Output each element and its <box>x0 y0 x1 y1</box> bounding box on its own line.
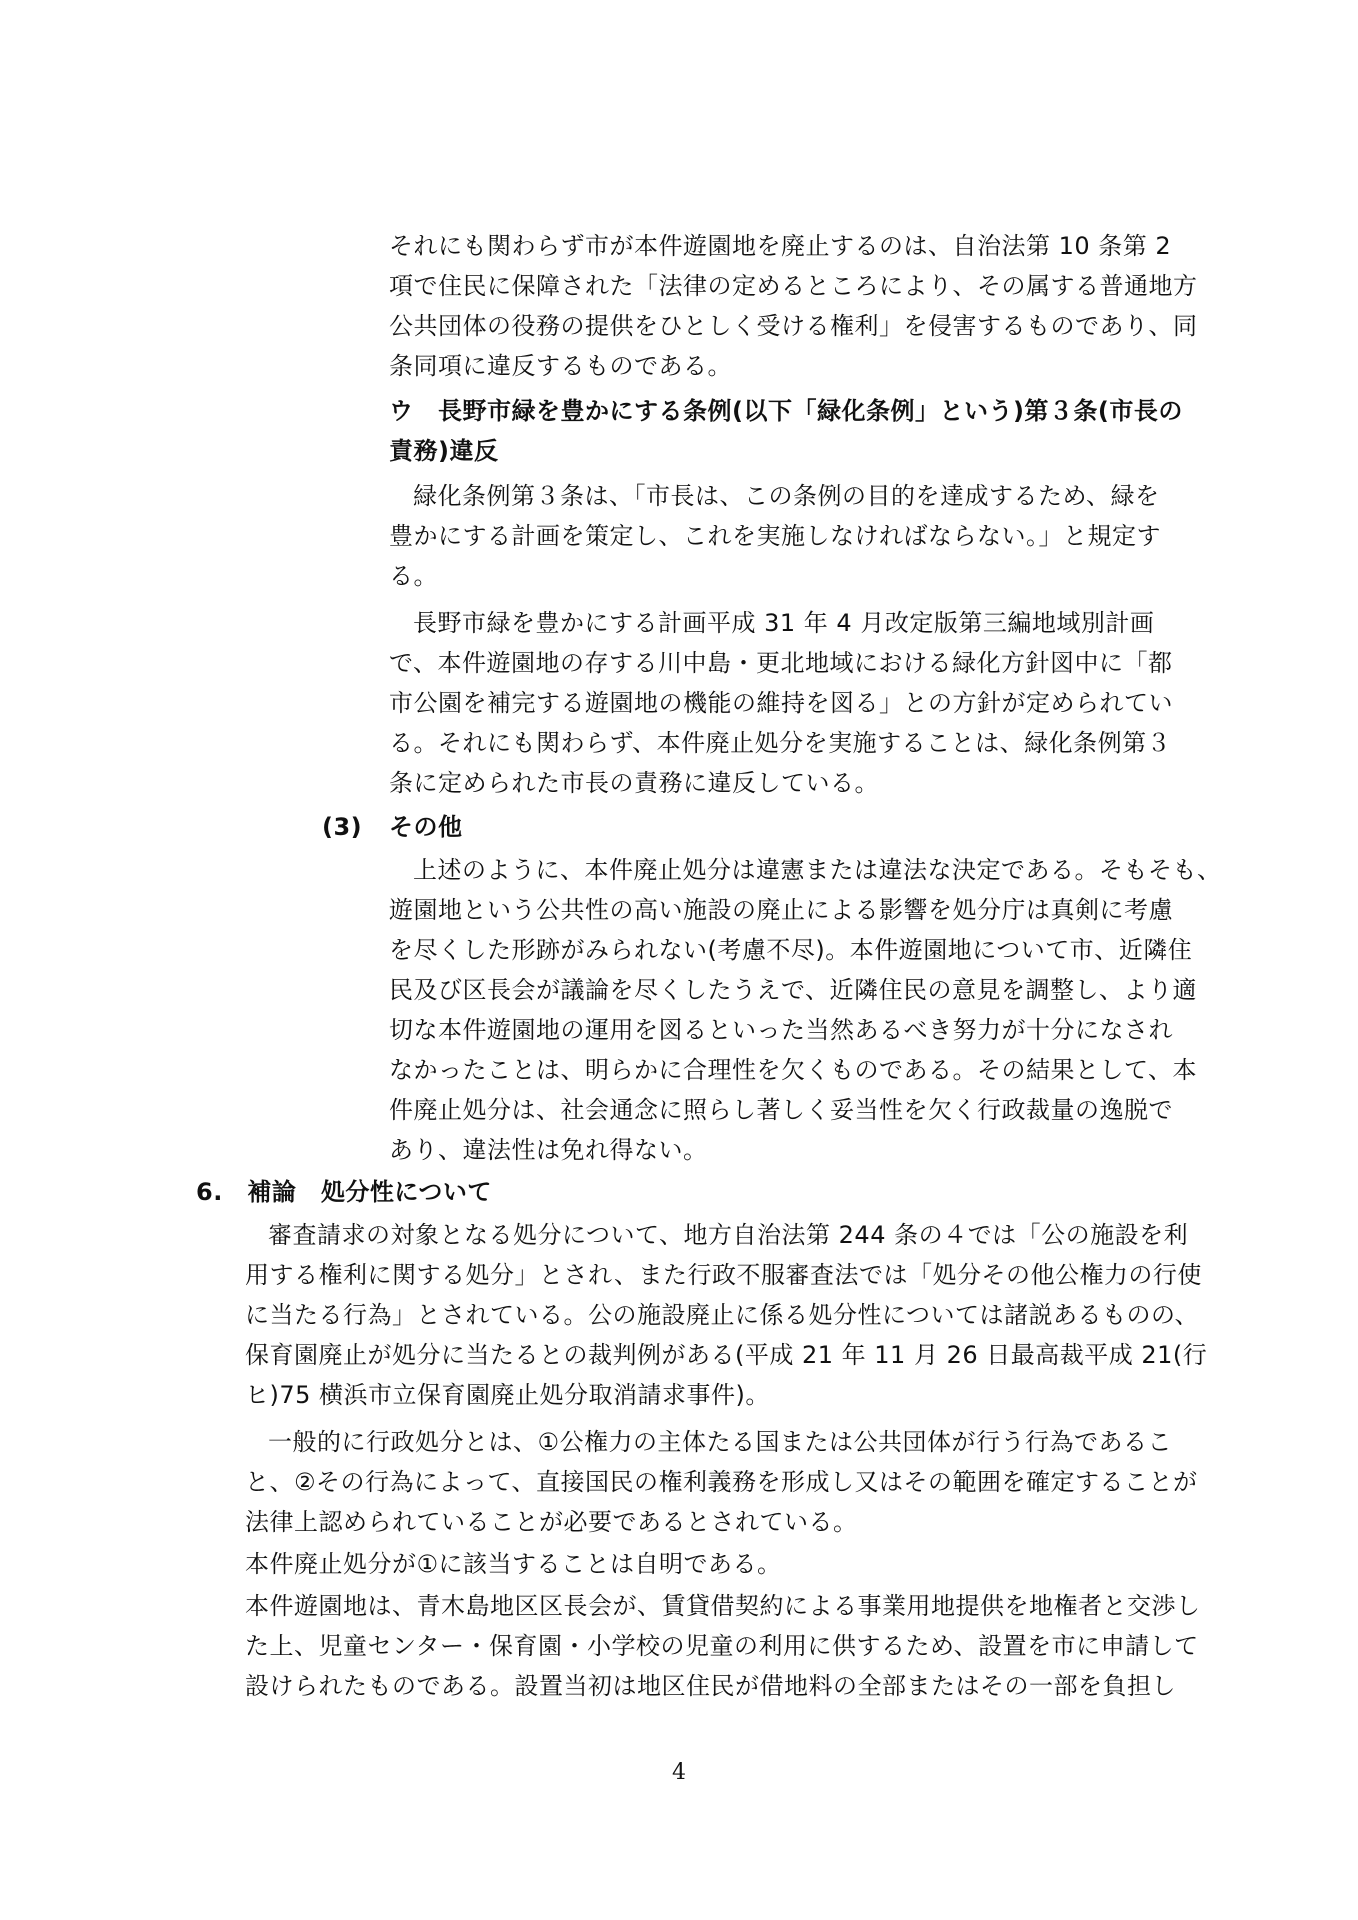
paragraph-line: 緑化条例第３条は、「市長は、この条例の目的を達成するため、緑を <box>413 482 1160 510</box>
paragraph-line: なかったことは、明らかに合理性を欠くものである。その結果として、本 <box>389 1056 1198 1084</box>
paragraph-line: 切な本件遊園地の運用を図るといった当然あるべき努力が十分になされ <box>389 1016 1173 1044</box>
paragraph-line: に当たる行為」とされている。公の施設廃止に係る処分性については諸説あるものの、 <box>245 1301 1200 1329</box>
paragraph-line: 保育園廃止が処分に当たるとの裁判例がある(平成 21 年 11 月 26 日最高裁平成 21(行 <box>245 1341 1208 1369</box>
paragraph-line: る。それにも関わらず、本件廃止処分を実施することは、緑化条例第３ <box>389 729 1172 757</box>
section-heading: その他 <box>389 813 463 841</box>
paragraph-line: 長野市緑を豊かにする計画平成 31 年 4 月改定版第三編地域別計画 <box>413 609 1155 637</box>
paragraph-line: で、本件遊園地の存する川中島・更北地域における緑化方針図中に「都 <box>389 649 1173 677</box>
paragraph-line: 遊園地という公共性の高い施設の廃止による影響を処分庁は真剣に考慮 <box>389 896 1173 924</box>
paragraph-line: あり、違法性は免れ得ない。 <box>389 1136 708 1164</box>
section-heading-u: 責務)違反 <box>389 437 499 465</box>
paragraph-line: 用する権利に関する処分」とされ、また行政不服審査法では「処分その他公権力の行使 <box>245 1261 1202 1289</box>
paragraph-line: 市公園を補完する遊園地の機能の維持を図る」との方針が定められてい <box>389 689 1173 717</box>
paragraph-line: 項で住民に保障された「法律の定めるところにより、その属する普通地方 <box>389 272 1198 300</box>
paragraph-line: 件廃止処分は、社会通念に照らし著しく妥当性を欠く行政裁量の逸脱で <box>389 1096 1173 1124</box>
section-number: (3) <box>322 813 363 841</box>
paragraph-line: 法律上認められていることが必要であるとされている。 <box>245 1508 858 1536</box>
paragraph-line: と、②その行為によって、直接国民の権利義務を形成し又はその範囲を確定することが <box>245 1468 1198 1496</box>
paragraph-line: る。 <box>389 562 438 590</box>
paragraph-line: を尽くした形跡がみられない(考慮不尽)。本件遊園地について市、近隣住 <box>389 936 1193 964</box>
paragraph-line: 設けられたものである。設置当初は地区住民が借地料の全部またはその一部を負担し <box>245 1672 1176 1700</box>
paragraph-line: 条同項に違反するものである。 <box>389 352 732 380</box>
paragraph-line: ヒ)75 横浜市立保育園廃止処分取消請求事件)。 <box>245 1381 770 1409</box>
paragraph-line: 条に定められた市長の責務に違反している。 <box>389 769 879 797</box>
section-heading-u: ウ 長野市緑を豊かにする条例(以下「緑化条例」という)第３条(市長の <box>389 397 1183 425</box>
paragraph-line: 公共団体の役務の提供をひとしく受ける権利」を侵害するものであり、同 <box>389 312 1198 340</box>
paragraph-line: 審査請求の対象となる処分について、地方自治法第 244 条の４では「公の施設を利 <box>268 1221 1189 1249</box>
paragraph-line: 豊かにする計画を策定し、これを実施しなければならない。」と規定す <box>389 522 1161 550</box>
paragraph-line: 本件廃止処分が①に該当することは自明である。 <box>245 1550 782 1578</box>
paragraph-line: 本件遊園地は、青木島地区区長会が、賃貸借契約による事業用地提供を地権者と交渉し <box>245 1592 1201 1620</box>
paragraph-line: 一般的に行政処分とは、①公権力の主体たる国または公共団体が行う行為であるこ <box>268 1428 1173 1456</box>
paragraph-line: 上述のように、本件廃止処分は違憲または違法な決定である。そもそも、 <box>413 856 1222 884</box>
section-heading-6: 6. 補論 処分性について <box>196 1178 492 1206</box>
page-number: 4 <box>672 1760 686 1785</box>
paragraph-line: た上、児童センター・保育園・小学校の児童の利用に供するため、設置を市に申請して <box>245 1632 1199 1660</box>
paragraph-line: 民及び区長会が議論を尽くしたうえで、近隣住民の意見を調整し、より適 <box>389 976 1198 1004</box>
paragraph-line: それにも関わらず市が本件遊園地を廃止するのは、自治法第 10 条第 2 <box>389 232 1172 260</box>
